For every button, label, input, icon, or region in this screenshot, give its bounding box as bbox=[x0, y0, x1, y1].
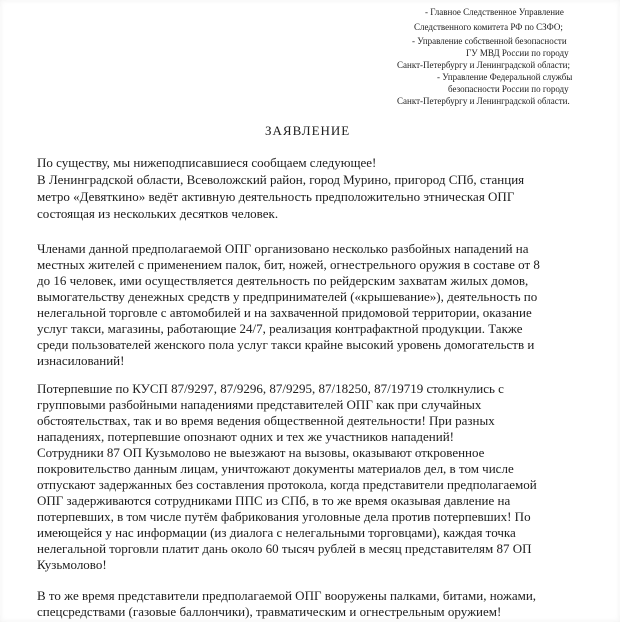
body-line: потерпевших, в том числе путём фабрикования уголовные дела против потерпевших! По bbox=[37, 509, 531, 524]
addressee-line: Санкт-Петербургу и Ленинградской области; bbox=[397, 60, 570, 70]
addressee-line: - Главное Следственное Управление bbox=[425, 7, 564, 17]
body-line: отпускают задержанных без составления протокола, когда представители предполагаемой bbox=[37, 477, 537, 492]
body-line: Сотрудники 87 ОП Кузьмолово не выезжают на вызовы, оказывают откровенное bbox=[37, 445, 485, 460]
addressee-line: - Управление Федеральной службы bbox=[437, 72, 573, 82]
addressee-line: - Управление собственной безопасности bbox=[412, 36, 567, 46]
body-line: изнасилований! bbox=[37, 353, 125, 368]
body-line: состоящая из нескольких десятков человек. bbox=[37, 206, 279, 221]
body-line: ОПГ задерживаются сотрудниками ППС из СПб, в то же время оказывая давление на bbox=[37, 493, 511, 508]
body-line: нелегальной торговли платит дань около 60 тысяч рублей в месяц представителям 87 ОП bbox=[37, 541, 532, 556]
body-line: нападениях, потерпевшие опознают одних и тех же участников нападений! bbox=[37, 429, 454, 444]
body-line: групповыми разбойными нападениями представителей ОПГ как при случайных bbox=[37, 397, 482, 412]
body-line: спецсредствами (газовые баллончики), травматическим и огнестрельным оружием! bbox=[37, 604, 502, 619]
body-line: Кузьмолово! bbox=[37, 557, 107, 572]
body-line: покровительство данным лицам, уничтожают документы материалов дел, в том числе bbox=[37, 461, 514, 476]
body-line: услуг такси, магазины, работающие 24/7, реализация контрафактной продукции. Также bbox=[37, 321, 523, 336]
body-line: местных жителей с применением палок, бит, ножей, огнестрельного оружия в составе от 8 bbox=[37, 257, 540, 272]
body-line: имеющейся у нас информации (из диалога с нелегальными торговцами), каждая точка bbox=[37, 525, 516, 540]
addressee-line: безопасности России по городу bbox=[448, 84, 569, 94]
addressee-line: Санкт-Петербургу и Ленинградской области. bbox=[397, 96, 570, 106]
body-line: В Ленинградской области, Всеволожский район, город Мурино, пригород СПб, станция bbox=[37, 172, 525, 187]
body-line: среди пользователей женского пола услуг такси крайне высокий уровень домогательств и bbox=[37, 337, 535, 352]
body-line: до 16 человек, ими осуществляется деятельность по рейдерским захватам жилых домов, bbox=[37, 273, 529, 288]
body-line: Потерпевшие по КУСП 87/9297, 87/9296, 87/9295, 87/18250, 87/19719 столкнулись с bbox=[37, 381, 504, 396]
document-title: ЗАЯВЛЕНИЕ bbox=[265, 123, 351, 138]
body-line: По существу, мы нижеподписавшиеся сообщаем следующее! bbox=[37, 155, 377, 170]
addressee-line: ГУ МВД России по городу bbox=[466, 48, 569, 58]
body-line: В то же время представители предполагаемой ОПГ вооружены палками, битами, ножами, bbox=[37, 588, 537, 603]
body-line: Членами данной предполагаемой ОПГ организовано несколько разбойных нападений на bbox=[37, 241, 529, 256]
addressee-line: Следственного комитета РФ по СЗФО; bbox=[414, 22, 563, 32]
body-line: обстоятельствах, так и во время ведения общественной деятельности! При разных bbox=[37, 413, 495, 428]
body-line: нелегальной торговле с автомобилей и на захваченной придомовой территории, оказание bbox=[37, 305, 532, 320]
body-line: метро «Девяткино» ведёт активную деятельность предположительно этническая ОПГ bbox=[37, 189, 515, 204]
body-line: вымогательству денежных средств у предпринимателей («крышевание»), деятельность по bbox=[37, 289, 538, 304]
